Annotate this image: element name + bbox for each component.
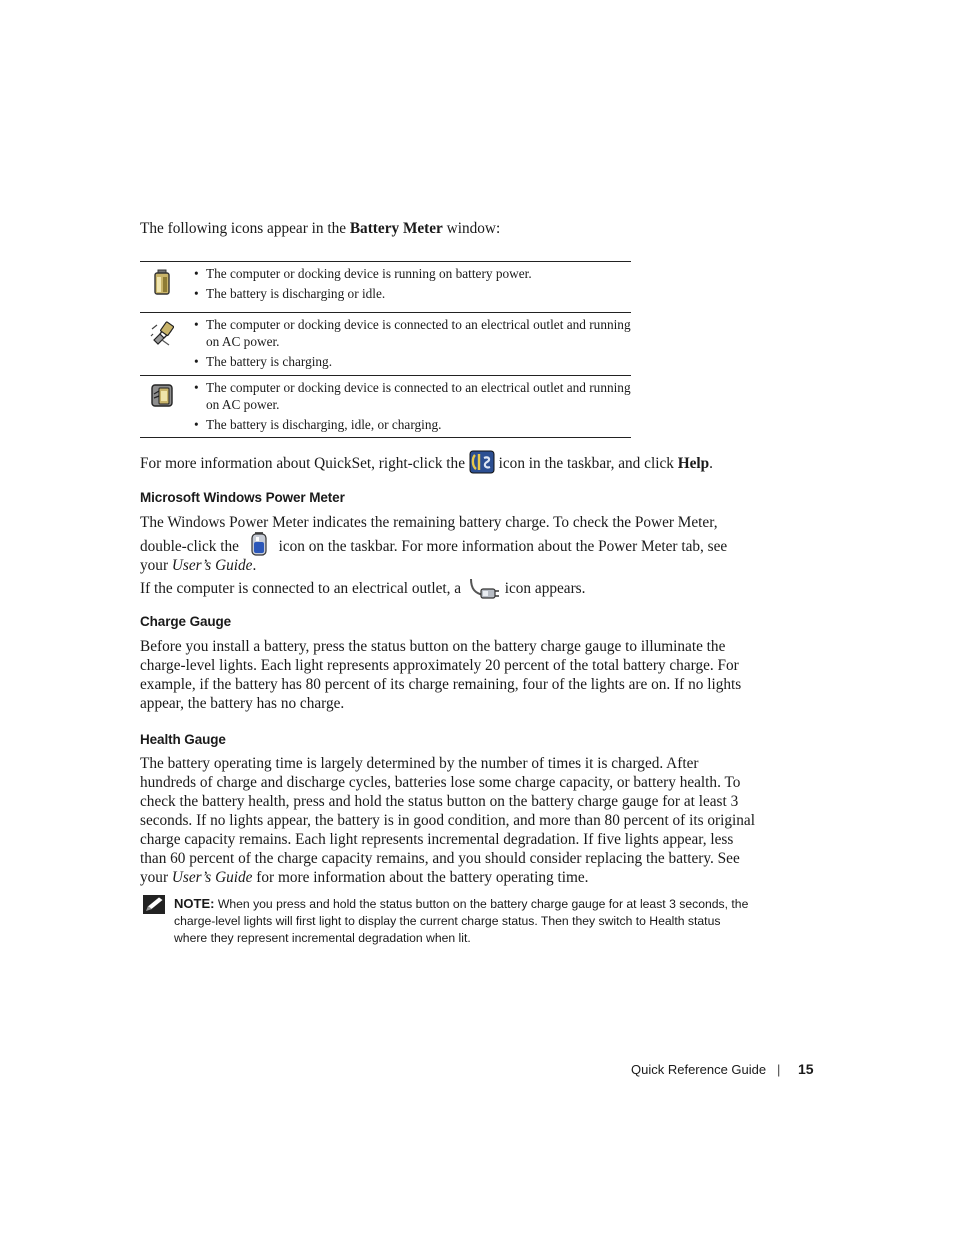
health-gauge-text-end: for more information about the battery operating time.: [252, 869, 589, 886]
table-row: [140, 262, 631, 312]
table-row: [140, 375, 631, 437]
row-bullets: [140, 376, 631, 433]
note-paragraph: [174, 895, 754, 947]
quickset-text-2: icon in the taskbar, and click: [494, 455, 678, 472]
outlet-text-end: icon appears.: [500, 580, 586, 597]
battery-icon: [150, 269, 174, 295]
list-item: • The battery is charging.: [206, 353, 631, 370]
list-item: • The battery is discharging or idle.: [206, 285, 631, 302]
charge-gauge-heading: Charge Gauge: [140, 614, 232, 629]
list-item: • The computer or docking device is connected to an electrical outlet and running on AC power.: [206, 379, 631, 413]
row-bullets: [140, 262, 631, 302]
list-item: • The computer or docking device is running on battery power.: [206, 265, 631, 282]
health-gauge-heading: Health Gauge: [140, 732, 226, 747]
help-term: Help: [677, 455, 710, 472]
users-guide-ref-2: User’s Guide: [171, 869, 253, 886]
users-guide-ref: User’s Guide: [171, 557, 253, 574]
list-item: • The battery is discharging, idle, or charging.: [206, 416, 631, 433]
intro-text: The following icons appear in the: [140, 220, 350, 237]
ac-plug-icon: [150, 320, 174, 346]
power-meter-paragraph: [140, 513, 752, 575]
battery-meter-term: Battery Meter: [349, 220, 443, 237]
note-label: NOTE:: [174, 896, 215, 911]
ac-battery-icon: [150, 382, 174, 408]
intro-paragraph: [140, 219, 760, 238]
outlet-paragraph: [140, 575, 760, 601]
power-meter-battery-icon: [243, 532, 275, 556]
health-gauge-text: The battery operating time is largely determined by the number of times it is charged. After hundreds of charge and discharge cycles, batteries lose some charge capacity, or battery health. To check the battery health, press and hold the status button on the battery charge gauge for at least 3 seconds. If no lights appear, the battery is in good condition, and more than 80 percent of its original charge capacity remains. Each light represents incremental degradation. If five lights appear, less than 60 percent of the charge capacity remains, and you should consider replacing the battery. See your: [140, 755, 755, 886]
quickset-text-end: .: [709, 455, 713, 472]
health-gauge-paragraph: [140, 754, 756, 887]
power-plug-icon: [465, 575, 501, 601]
note-text: When you press and hold the status button on the battery charge gauge for at least 3 seconds, the charge-level lights will first light to display the current charge status. Then they switch to Health status where they represent incremental degradation when lit.: [174, 897, 749, 945]
footer-title: Quick Reference Guide: [631, 1062, 767, 1077]
row-bullets: [140, 313, 631, 370]
table-row: [140, 312, 631, 375]
power-meter-text-2: icon on the taskbar. For more information about the Power Meter tab, see your: [140, 538, 728, 574]
page-number: 15: [798, 1061, 814, 1077]
note-pencil-icon: [143, 895, 165, 914]
footer-separator: |: [777, 1062, 781, 1077]
list-item: • The computer or docking device is connected to an electrical outlet and running on AC power.: [206, 316, 631, 350]
battery-icon-table: [140, 261, 631, 438]
outlet-text: If the computer is connected to an electrical outlet, a: [140, 580, 465, 597]
quickset-paragraph: [140, 450, 780, 474]
power-meter-text-end: .: [252, 557, 257, 574]
power-meter-text: The Windows Power Meter indicates the remaining battery charge. To check the Power Meter, double-click the: [140, 514, 718, 555]
quickset-text: For more information about QuickSet, right-click the: [140, 455, 469, 472]
charge-gauge-paragraph: Before you install a battery, press the status button on the battery charge gauge to illuminate the charge-level lights. Each light represents approximately 20 percent of the total battery charge. For example, if the battery has 80 percent of its charge remaining, four of the lights are on. If no lights appear, the battery has no charge.: [140, 638, 742, 712]
quickset-icon: [469, 450, 495, 474]
power-meter-heading: Microsoft Windows Power Meter: [140, 490, 345, 505]
intro-text-end: window:: [442, 220, 501, 237]
